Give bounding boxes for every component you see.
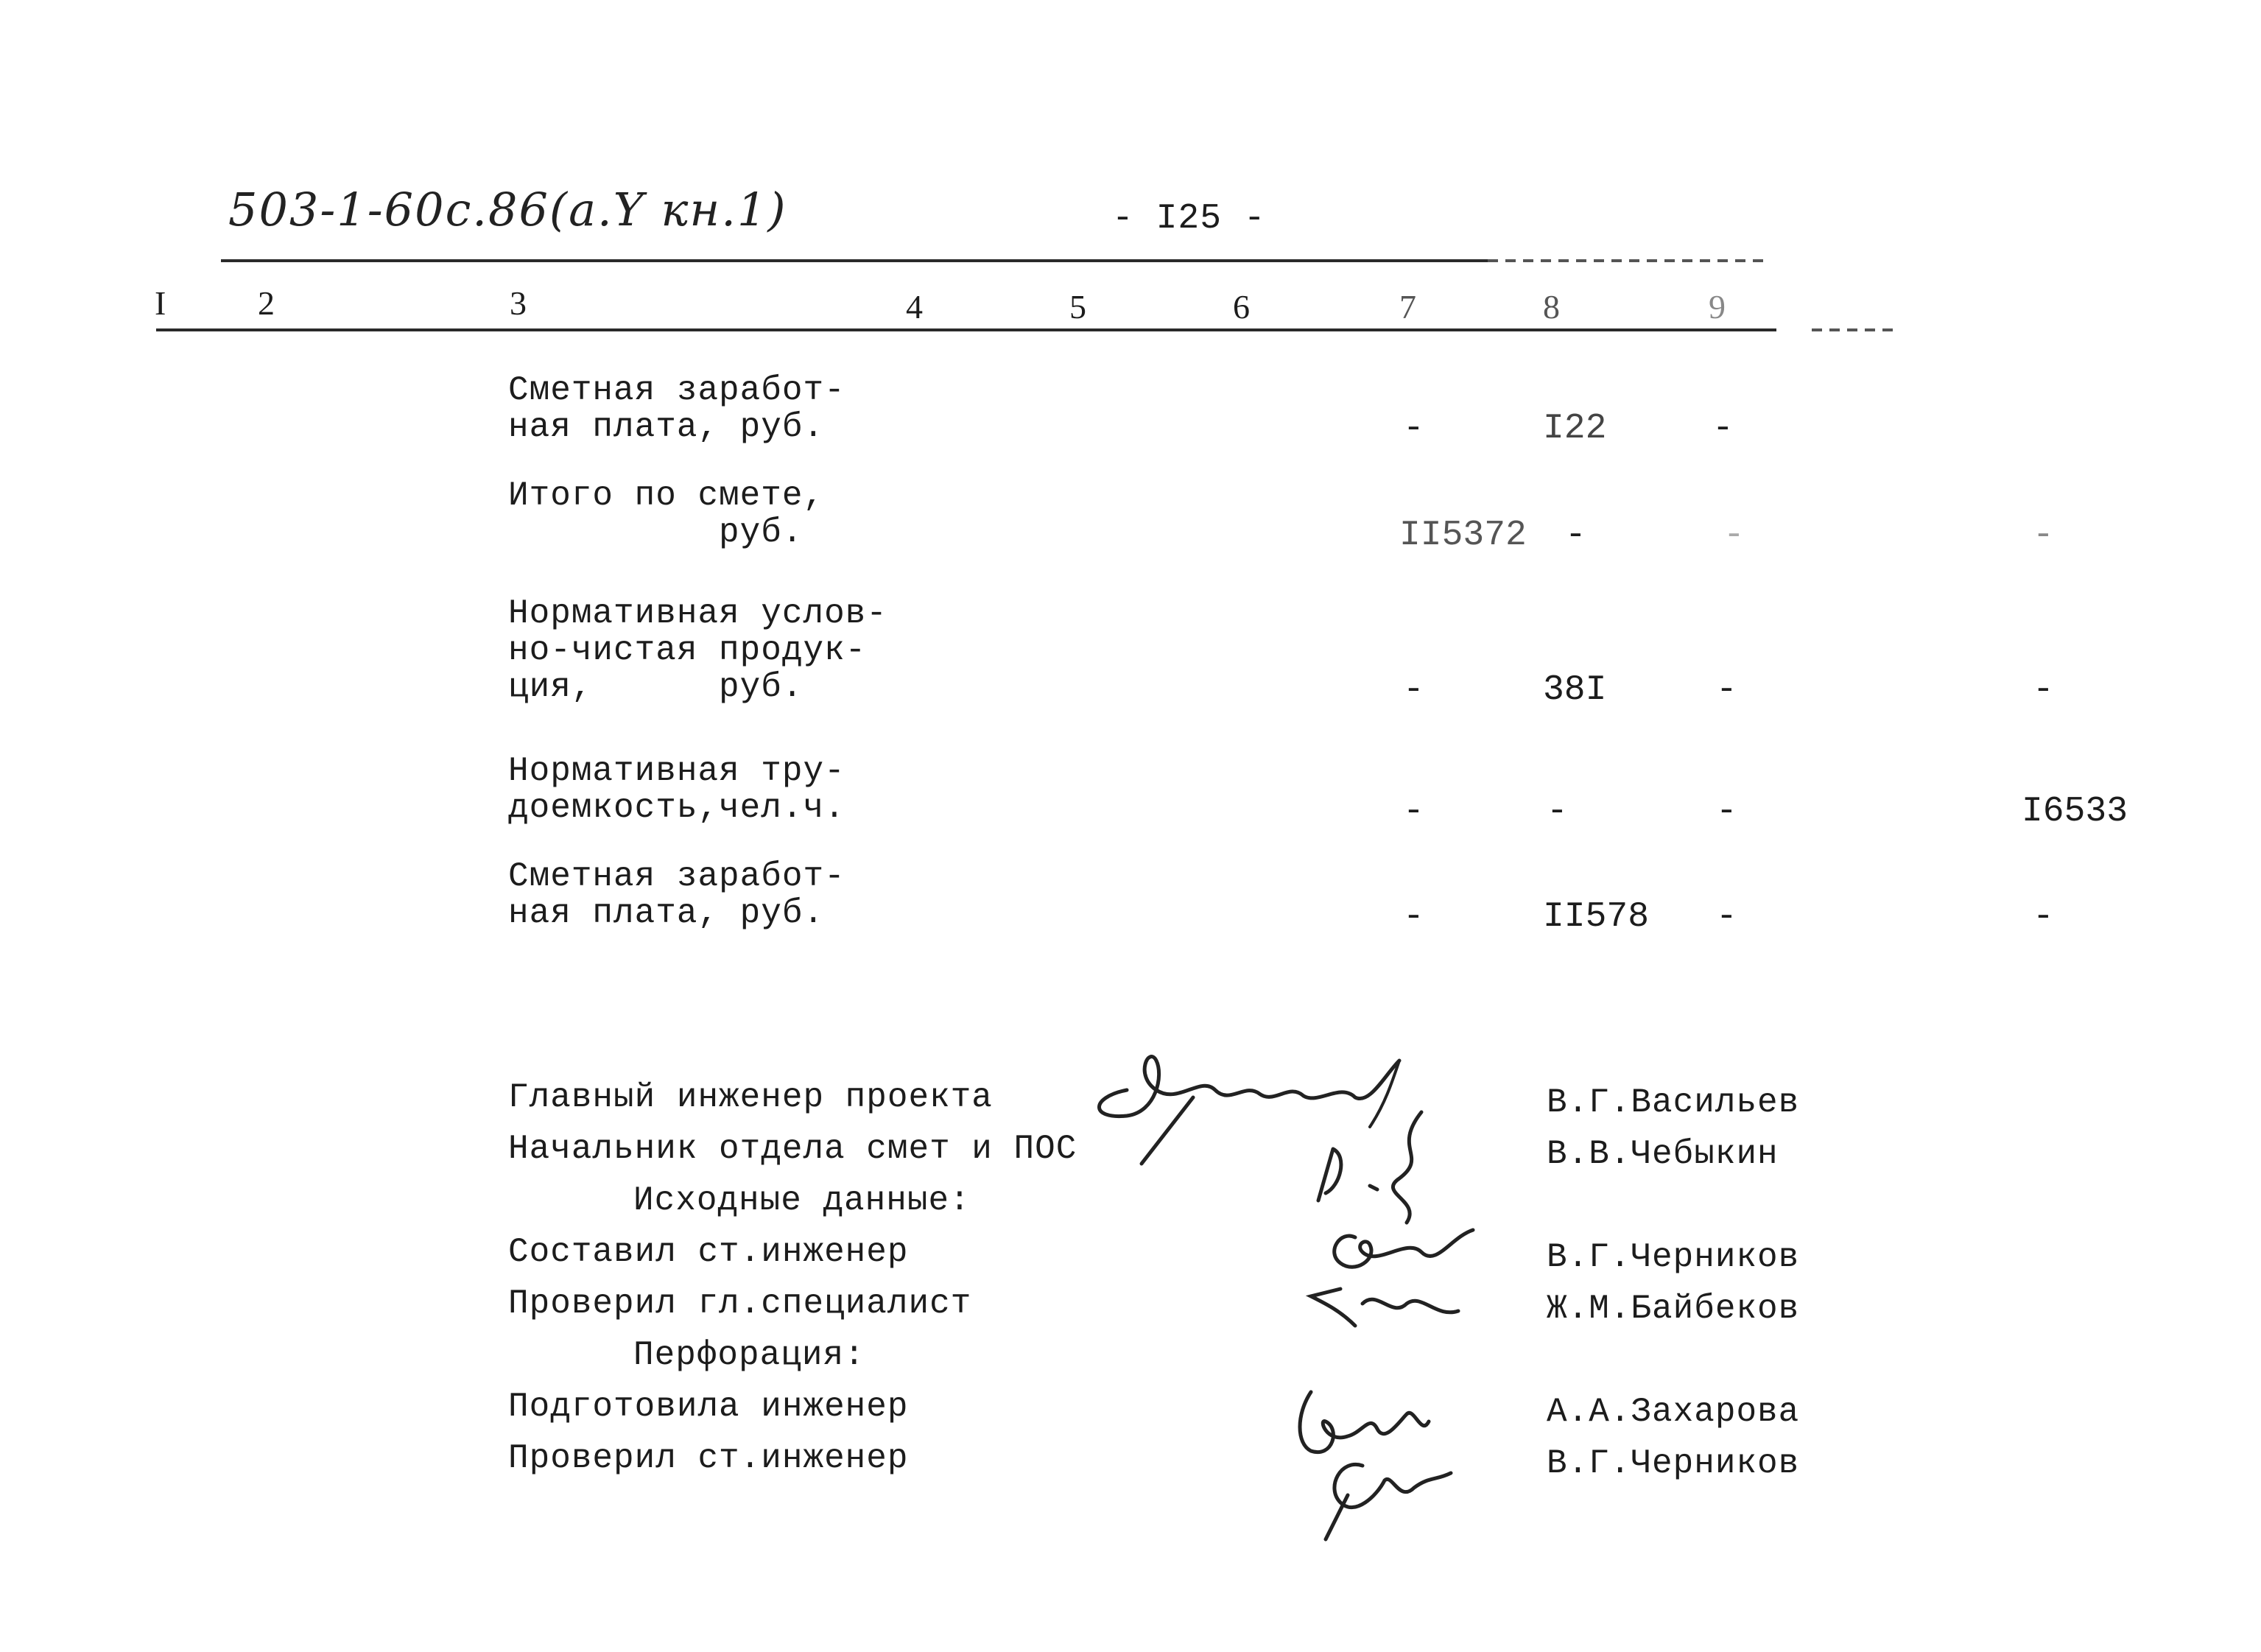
signature-title: Начальник отдела смет и ПОС xyxy=(508,1130,1077,1168)
section-heading: Исходные данные: xyxy=(633,1181,971,1220)
cell-col7: - xyxy=(1403,897,1424,937)
cell-col9: - xyxy=(1716,897,1737,937)
cell-col8: - xyxy=(1547,792,1568,832)
cell-col7: - xyxy=(1403,792,1424,832)
cell-col7: - xyxy=(1403,409,1424,449)
handwritten-document-code: 503-1-60с.86(а.Y кн.1) xyxy=(228,183,787,236)
cell-col8: 38I xyxy=(1543,670,1607,710)
column-number-5: 5 xyxy=(1069,288,1086,326)
row-label: Нормативная услов- но-чистая продук- ция, руб. xyxy=(508,594,887,706)
signature-name: В.Г.Черников xyxy=(1547,1238,1800,1276)
handwritten-signature-compiler xyxy=(1296,1208,1488,1340)
cell-col8: II578 xyxy=(1543,897,1650,937)
section-heading: Перфорация: xyxy=(633,1336,865,1374)
cell-col8: I22 xyxy=(1543,409,1607,449)
signature-title: Подготовила инженер xyxy=(508,1388,909,1426)
column-number-3: 3 xyxy=(510,284,527,322)
header-rule-top xyxy=(221,259,1488,262)
row-label: Сметная заработ- ная плата, руб. xyxy=(508,371,845,446)
signature-title: Проверил ст.инженер xyxy=(508,1439,909,1477)
signature-title: Главный инженер проекта xyxy=(508,1078,993,1117)
cell-col10: I6533 xyxy=(2022,792,2128,832)
column-header-rule xyxy=(156,328,1776,331)
column-number-1: I xyxy=(155,284,166,322)
cell-col9: - xyxy=(1716,670,1737,710)
column-number-6: 6 xyxy=(1233,288,1250,326)
cell-col10: - xyxy=(2033,516,2054,555)
cell-col10: - xyxy=(2033,897,2054,937)
row-label: Сметная заработ- ная плата, руб. xyxy=(508,857,845,932)
cell-col9: - xyxy=(1716,792,1737,832)
signature-title: Проверил гл.специалист xyxy=(508,1284,972,1323)
signature-title: Составил ст.инженер xyxy=(508,1233,909,1271)
signature-name: А.А.Захарова xyxy=(1547,1393,1800,1431)
column-number-8: 8 xyxy=(1543,288,1560,326)
cell-col9: - xyxy=(1723,516,1745,555)
signature-name: В.Г.Васильев xyxy=(1547,1083,1800,1122)
handwritten-signature-perforation xyxy=(1281,1370,1458,1547)
column-number-9: 9 xyxy=(1709,288,1726,326)
page-number: - I25 - xyxy=(1112,199,1266,239)
signature-name: В.Г.Черников xyxy=(1547,1444,1800,1483)
row-label: Нормативная тру- доемкость,чел.ч. xyxy=(508,752,845,827)
column-number-4: 4 xyxy=(906,288,923,326)
column-number-7: 7 xyxy=(1399,288,1416,326)
signature-name: В.В.Чебыкин xyxy=(1547,1135,1779,1173)
cell-col7: - xyxy=(1403,670,1424,710)
cell-col7: II5372 xyxy=(1399,516,1527,555)
cell-col10: - xyxy=(2033,670,2054,710)
header-rule-top-faded xyxy=(1488,259,1768,262)
signature-name: Ж.М.Байбеков xyxy=(1547,1290,1800,1328)
column-header-rule-faded xyxy=(1812,328,1900,331)
cell-col8: - xyxy=(1565,516,1586,555)
row-label: Итого по смете, руб. xyxy=(508,477,825,552)
column-number-2: 2 xyxy=(258,284,275,322)
cell-col9: - xyxy=(1712,409,1734,449)
